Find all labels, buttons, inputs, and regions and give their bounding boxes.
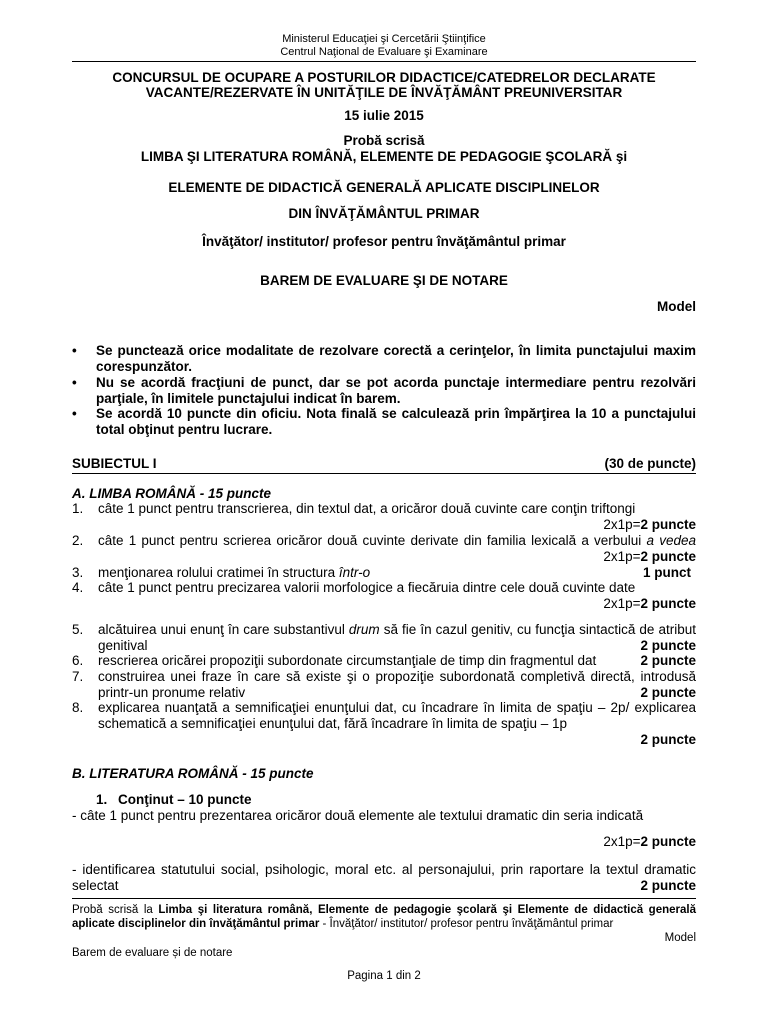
header-divider bbox=[72, 61, 696, 62]
subject-line-2: ELEMENTE DE DIDACTICĂ GENERALĂ APLICATE DISCIPLINELOR bbox=[168, 180, 600, 195]
list-item: 7. construirea unei fraze în care să existe şi o propoziţie subordonată completivă directă, introdusă printr-un pronume relativ bbox=[72, 669, 696, 700]
subject-line-1: LIMBA ŞI LITERATURA ROMÂNĂ, ELEMENTE DE PEDAGOGIE ŞCOLARĂ şi bbox=[140, 149, 628, 164]
part-a-title: A. LIMBA ROMÂNĂ - 15 puncte bbox=[72, 486, 271, 501]
list-item: 2. câte 1 punct pentru scrierea oricăror două cuvinte derivate din familia lexicală a verbului a vedea bbox=[72, 533, 697, 548]
section-label: SUBIECTUL I bbox=[72, 456, 157, 471]
item-score: 2 puncte bbox=[640, 685, 696, 700]
exam-date: 15 iulie 2015 bbox=[344, 108, 424, 123]
center-name: Centrul Naţional de Evaluare şi Examinare bbox=[280, 46, 488, 58]
item-score: 2x1p=2 puncte bbox=[603, 834, 696, 849]
position-line: Învăţător/ institutor/ profesor pentru învăţământul primar bbox=[202, 234, 566, 249]
barem-title: BAREM DE EVALUARE ŞI DE NOTARE bbox=[260, 273, 508, 288]
subject-line-3: DIN ÎNVĂŢĂMÂNTUL PRIMAR bbox=[288, 206, 480, 221]
page-number: Pagina 1 din 2 bbox=[347, 970, 421, 982]
footer-barem: Barem de evaluare și de notare bbox=[72, 947, 233, 959]
list-item: 4. câte 1 punct pentru precizarea valorii morfologice a fiecăruia dintre cele două cuvinte date bbox=[72, 580, 636, 595]
item-score: 2x1p=2 puncte bbox=[603, 549, 696, 564]
footer-divider bbox=[72, 898, 696, 899]
title-line-2: VACANTE/REZERVATE ÎN UNITĂŢILE DE ÎNVĂŢĂMÂNT PREUNIVERSITAR bbox=[145, 85, 623, 100]
item-score: 2 puncte bbox=[640, 653, 696, 668]
part-b-title: B. LITERATURA ROMÂNĂ - 15 puncte bbox=[72, 766, 314, 781]
item-score: 1 punct bbox=[642, 565, 691, 580]
item-score: 2x1p=2 puncte bbox=[603, 596, 696, 611]
rule-bullet-1: • Se punctează orice modalitate de rezolvare corectă a cerinţelor, în limita punctajului maxim corespunzător. bbox=[72, 343, 696, 374]
item-score: 2 puncte bbox=[640, 638, 696, 653]
section-heading-1 bbox=[72, 456, 696, 474]
content-subheading: 1. Conţinut – 10 puncte bbox=[96, 792, 252, 807]
exam-type: Probă scrisă bbox=[343, 133, 425, 148]
list-item: 3. menţionarea rolului cratimei în structura într-o bbox=[72, 565, 371, 580]
item-score: 2 puncte bbox=[640, 732, 696, 747]
rule-bullet-2: • Nu se acordă fracţiuni de punct, dar se pot acorda punctaje intermediare pentru rezolvări parţiale, în limitele punctajului indicat în barem. bbox=[72, 375, 696, 406]
bullet-icon: • bbox=[72, 406, 77, 421]
bullet-icon: • bbox=[72, 375, 77, 390]
footer-model: Model bbox=[664, 932, 696, 944]
list-item: 6. rescrierea oricărei propoziţii subordonate circumstanţiale de timp din fragmentul dat bbox=[72, 653, 597, 668]
model-label: Model bbox=[657, 299, 696, 314]
list-item: 1. câte 1 punct pentru transcrierea, din textul dat, a oricăror două cuvinte care conţin triftongi bbox=[72, 501, 636, 516]
rule-bullet-3: • Se acordă 10 puncte din oficiu. Nota finală se calculează prin împărţirea la 10 a punctajului total obţinut pentru lucrare. bbox=[72, 406, 696, 437]
footer-exam-info: Probă scrisă la Limba şi literatura română, Elemente de pedagogie şcolară şi Elemente de didactică generală aplicate disciplinelor din învăţământul primar - Învăţător/ institutor/ profesor pentru învăţământul primar bbox=[72, 904, 696, 930]
item-score: 2x1p=2 puncte bbox=[603, 517, 696, 532]
title-line-1: CONCURSUL DE OCUPARE A POSTURILOR DIDACTICE/CATEDRELOR DECLARATE bbox=[112, 70, 656, 85]
bullet-icon: • bbox=[72, 343, 77, 358]
section-points: (30 de puncte) bbox=[604, 456, 696, 471]
list-item: - câte 1 punct pentru prezentarea oricăror două elemente ale textului dramatic din seria indicată bbox=[72, 808, 644, 823]
list-item: - identificarea statutului social, psihologic, moral etc. al personajului, prin raportare la textul dramatic selectat bbox=[72, 862, 696, 893]
item-score: 2 puncte bbox=[640, 878, 696, 893]
list-item: 8. explicarea nuanţată a semnificaţiei enunţului dat, cu încadrare în limita de spaţiu – 2p/ explicarea schematică a semnificaţiei enunţului dat, fără încadrare în limita de spaţiu – 1p bbox=[72, 700, 696, 731]
ministry-name: Ministerul Educaţiei şi Cercetării Ştiinţifice bbox=[282, 33, 486, 45]
list-item: 5. alcătuirea unui enunţ în care substantivul drum să fie în cazul genitiv, cu funcţia sintactică de atribut genitival bbox=[72, 622, 696, 653]
